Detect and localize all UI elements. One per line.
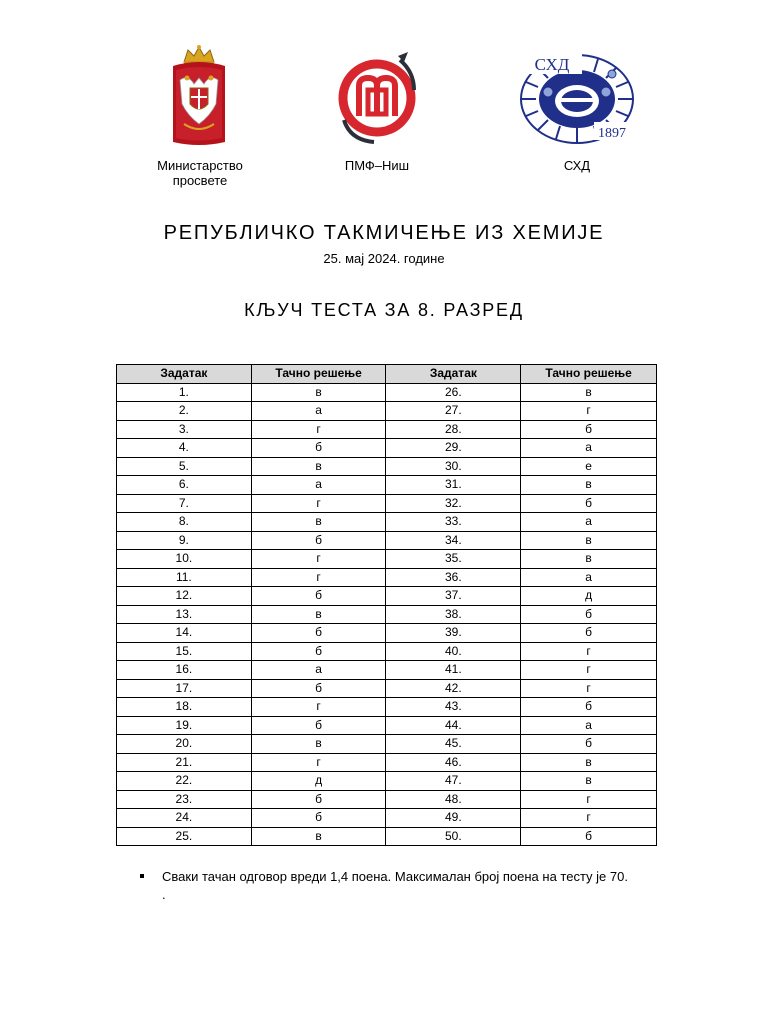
table-row — [117, 402, 657, 421]
answer-cell: б — [251, 790, 386, 809]
answer-cell: а — [521, 716, 657, 735]
answer-cell: б — [251, 679, 386, 698]
answer-cell: г — [251, 568, 386, 587]
task-number-cell: 8. — [117, 513, 252, 532]
column-header: Тачно решење — [251, 365, 386, 384]
task-number-cell: 32. — [386, 494, 521, 513]
answer-cell: в — [521, 550, 657, 569]
task-number-cell: 30. — [386, 457, 521, 476]
answer-cell: б — [521, 735, 657, 754]
task-number-cell: 24. — [117, 809, 252, 828]
task-number-cell: 46. — [386, 753, 521, 772]
pmf-label: ПМФ–Ниш — [344, 158, 410, 173]
task-number-cell: 42. — [386, 679, 521, 698]
task-number-cell: 10. — [117, 550, 252, 569]
table-row — [117, 494, 657, 513]
table-row — [117, 698, 657, 717]
column-header: Задатак — [117, 365, 252, 384]
answer-cell: в — [251, 457, 386, 476]
task-number-cell: 26. — [386, 383, 521, 402]
answer-cell: г — [251, 698, 386, 717]
table-row — [117, 753, 657, 772]
answer-cell: в — [521, 476, 657, 495]
task-number-cell: 22. — [117, 772, 252, 791]
table-row — [117, 772, 657, 791]
table-row — [117, 550, 657, 569]
task-number-cell: 45. — [386, 735, 521, 754]
table-row — [117, 809, 657, 828]
table-row — [117, 513, 657, 532]
task-number-cell: 15. — [117, 642, 252, 661]
answer-cell: д — [251, 772, 386, 791]
shd-label: СХД — [563, 158, 591, 173]
table-header-row — [117, 365, 657, 384]
pmf-nis-logo-icon — [330, 50, 424, 146]
answer-cell: а — [521, 513, 657, 532]
answer-cell: б — [251, 809, 386, 828]
scoring-note-text: Сваки тачан одговор вреди 1,4 поена. Максималан број поена на тесту је 70. — [162, 869, 628, 884]
task-number-cell: 39. — [386, 624, 521, 643]
answer-cell: д — [521, 587, 657, 606]
task-number-cell: 27. — [386, 402, 521, 421]
answer-cell: б — [521, 605, 657, 624]
answer-cell: в — [251, 383, 386, 402]
task-number-cell: 43. — [386, 698, 521, 717]
answer-cell: в — [251, 735, 386, 754]
answer-cell: е — [521, 457, 657, 476]
task-number-cell: 37. — [386, 587, 521, 606]
ministry-label: Министарство просвете — [157, 158, 243, 188]
task-number-cell: 44. — [386, 716, 521, 735]
answer-cell: г — [251, 753, 386, 772]
task-number-cell: 19. — [117, 716, 252, 735]
task-number-cell: 50. — [386, 827, 521, 846]
answer-cell: г — [521, 809, 657, 828]
table-row — [117, 661, 657, 680]
task-number-cell: 25. — [117, 827, 252, 846]
task-number-cell: 35. — [386, 550, 521, 569]
answer-cell: б — [251, 716, 386, 735]
answer-cell: а — [251, 476, 386, 495]
task-number-cell: 40. — [386, 642, 521, 661]
table-row — [117, 439, 657, 458]
task-number-cell: 47. — [386, 772, 521, 791]
table-row — [117, 605, 657, 624]
task-number-cell: 6. — [117, 476, 252, 495]
shd-seal-year: 1897 — [598, 126, 626, 141]
task-number-cell: 49. — [386, 809, 521, 828]
answer-cell: б — [251, 642, 386, 661]
answer-cell: в — [251, 605, 386, 624]
table-row — [117, 624, 657, 643]
task-number-cell: 12. — [117, 587, 252, 606]
table-row — [117, 420, 657, 439]
task-number-cell: 48. — [386, 790, 521, 809]
answer-cell: а — [251, 661, 386, 680]
date-line: 25. мај 2024. године — [323, 251, 445, 266]
answer-cell: г — [521, 790, 657, 809]
answer-cell: б — [521, 827, 657, 846]
task-number-cell: 36. — [386, 568, 521, 587]
answer-cell: б — [521, 698, 657, 717]
page-subtitle: КЉУЧ ТЕСТА ЗА 8. РАЗРЕД — [244, 300, 524, 320]
task-number-cell: 4. — [117, 439, 252, 458]
page-title: РЕПУБЛИЧКО ТАКМИЧЕЊЕ ИЗ ХЕМИЈЕ — [163, 222, 605, 244]
answer-cell: а — [521, 568, 657, 587]
task-number-cell: 21. — [117, 753, 252, 772]
task-number-cell: 2. — [117, 402, 252, 421]
task-number-cell: 31. — [386, 476, 521, 495]
task-number-cell: 18. — [117, 698, 252, 717]
answer-cell: г — [521, 679, 657, 698]
answer-cell: а — [251, 402, 386, 421]
answer-cell: в — [521, 383, 657, 402]
answer-cell: г — [521, 402, 657, 421]
table-row — [117, 531, 657, 550]
answer-cell: б — [251, 439, 386, 458]
task-number-cell: 9. — [117, 531, 252, 550]
task-number-cell: 7. — [117, 494, 252, 513]
task-number-cell: 11. — [117, 568, 252, 587]
task-number-cell: 28. — [386, 420, 521, 439]
answer-cell: б — [521, 624, 657, 643]
answer-cell: в — [251, 513, 386, 532]
answer-cell: г — [251, 420, 386, 439]
task-number-cell: 33. — [386, 513, 521, 532]
table-row — [117, 790, 657, 809]
task-number-cell: 5. — [117, 457, 252, 476]
answer-key-table — [116, 364, 657, 846]
task-number-cell: 41. — [386, 661, 521, 680]
column-header: Тачно решење — [521, 365, 657, 384]
answer-cell: а — [521, 439, 657, 458]
answer-cell: б — [251, 624, 386, 643]
task-number-cell: 3. — [117, 420, 252, 439]
answer-cell: г — [521, 642, 657, 661]
answer-cell: б — [251, 531, 386, 550]
shd-seal-text: СХД — [534, 55, 570, 74]
answer-cell: в — [521, 753, 657, 772]
table-row — [117, 383, 657, 402]
table-row — [117, 568, 657, 587]
column-header: Задатак — [386, 365, 521, 384]
task-number-cell: 38. — [386, 605, 521, 624]
answer-cell: г — [251, 550, 386, 569]
shd-seal-icon — [518, 52, 636, 146]
answer-cell: б — [521, 494, 657, 513]
answer-cell: г — [251, 494, 386, 513]
table-row — [117, 587, 657, 606]
answer-cell: в — [521, 531, 657, 550]
bullet-icon — [140, 874, 144, 878]
table-row — [117, 827, 657, 846]
answer-cell: б — [521, 420, 657, 439]
task-number-cell: 23. — [117, 790, 252, 809]
serbian-coat-of-arms-icon — [170, 44, 228, 148]
task-number-cell: 16. — [117, 661, 252, 680]
task-number-cell: 20. — [117, 735, 252, 754]
answer-cell: в — [251, 827, 386, 846]
table-row — [117, 735, 657, 754]
trailing-dot: . — [162, 887, 166, 902]
task-number-cell: 29. — [386, 439, 521, 458]
table-row — [117, 642, 657, 661]
answer-cell: в — [521, 772, 657, 791]
answer-cell: г — [521, 661, 657, 680]
task-number-cell: 1. — [117, 383, 252, 402]
task-number-cell: 34. — [386, 531, 521, 550]
table-row — [117, 476, 657, 495]
table-row — [117, 716, 657, 735]
task-number-cell: 17. — [117, 679, 252, 698]
task-number-cell: 13. — [117, 605, 252, 624]
task-number-cell: 14. — [117, 624, 252, 643]
table-row — [117, 457, 657, 476]
table-row — [117, 679, 657, 698]
answer-cell: б — [251, 587, 386, 606]
